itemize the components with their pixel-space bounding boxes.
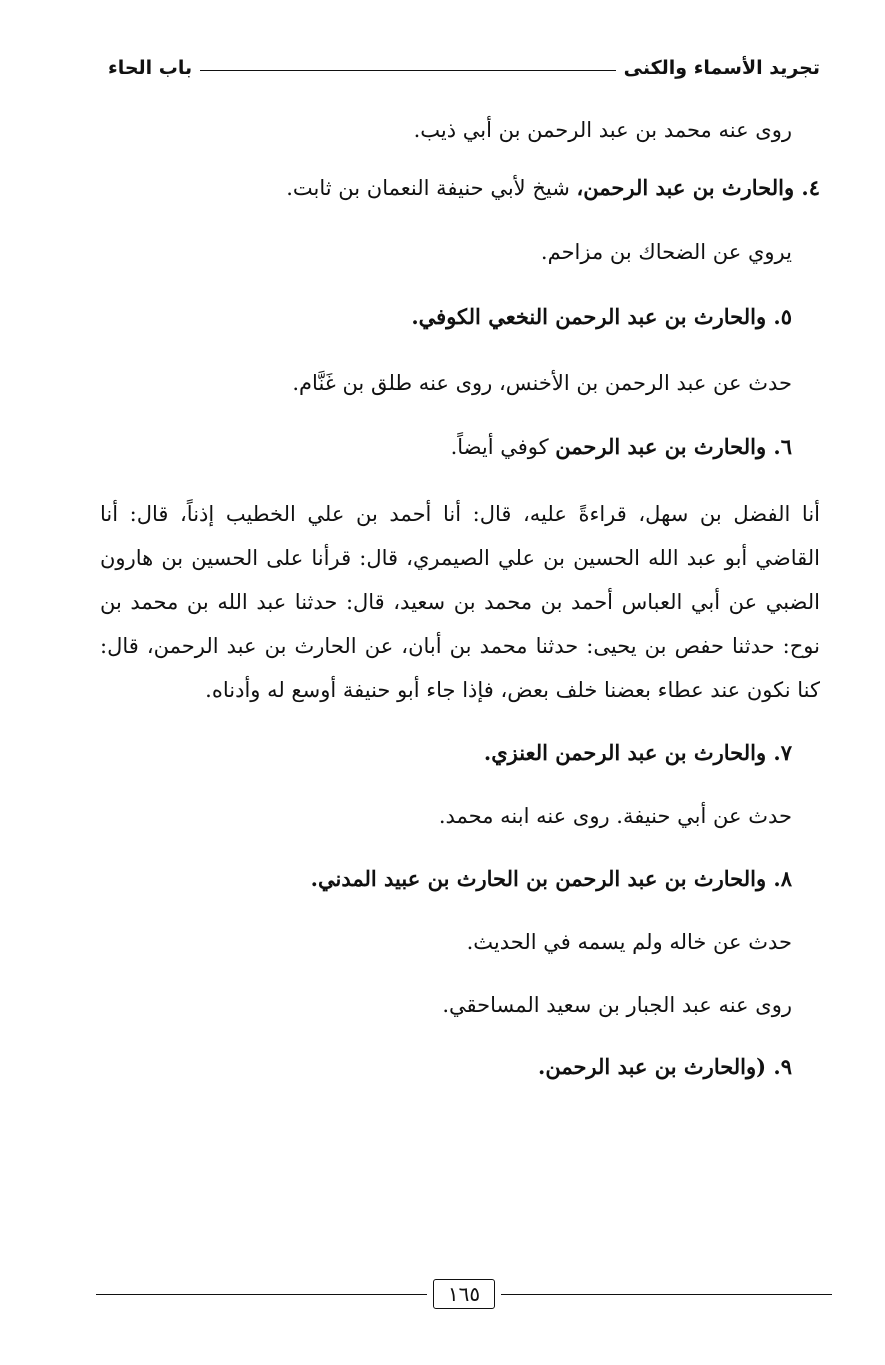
entry-9	[100, 1036, 820, 1098]
paragraph-5: حدث عن عبد الرحمن بن الأخنس، روى عنه طلق بن غَنَّام.	[292, 371, 792, 395]
footer-rule-right	[501, 1294, 832, 1295]
entry-4-rest: شيخ لأبي حنيفة النعمان بن ثابت.	[286, 176, 577, 200]
entry-6-rest: كوفي أيضاً.	[450, 435, 556, 459]
entry-6-heading: ٦. والحارث بن عبد الرحمن	[555, 434, 792, 459]
entry-7-heading: ٧. والحارث بن عبد الرحمن العنزي.	[483, 740, 792, 765]
entry-9-heading: ٩. (والحارث بن عبد الرحمن.	[538, 1054, 792, 1079]
paragraph-3: يروي عن الضحاك بن مزاحم.	[540, 240, 792, 264]
isnad-paragraph: أنا الفضل بن سهل، قراءةً عليه، قال: أنا أحمد بن علي الخطيب إذناً، قال: أنا القاضي أبو عبد الله الحسين بن علي الصيمري، قال: قرأنا على الحسين بن هارون الضبي عن أبي العباس أحمد بن محمد بن سعيد، قال: حدثنا عبد الله بن محمد بن نوح: حدثنا حفص بن يحيى: حدثنا محمد بن أبان، عن الحارث بن عبد الرحمن، قال: كنا نكون عند عطاء بعضنا خلف بعض، فإذا جاء أبو حنيفة أوسع له وأدناه.	[100, 502, 820, 702]
paragraph-11: حدث عن خاله ولم يسمه في الحديث.	[466, 930, 792, 954]
book-title: تجريد الأسماء والكنى	[623, 57, 820, 79]
entry-7	[100, 722, 820, 784]
header-rule	[200, 70, 615, 71]
footer-rule-left	[96, 1294, 427, 1295]
page-number: ١٦٥	[433, 1279, 495, 1309]
entry-6	[100, 416, 820, 478]
entry-4	[100, 156, 820, 220]
page-body	[100, 104, 820, 1098]
entry-5-heading: ٥. والحارث بن عبد الرحمن النخعي الكوفي.	[411, 304, 792, 329]
entry-8	[100, 848, 820, 910]
running-header	[108, 52, 820, 84]
entry-4-heading: ٤. والحارث بن عبد الرحمن،	[576, 175, 820, 200]
paragraph-12: روى عنه عبد الجبار بن سعيد المساحقي.	[442, 993, 792, 1017]
paragraph-1: روى عنه محمد بن عبد الرحمن بن أبي ذيب.	[413, 118, 792, 142]
chapter-title: باب الحاء	[108, 57, 193, 79]
paragraph-9: حدث عن أبي حنيفة. روى عنه ابنه محمد.	[438, 804, 792, 828]
entry-5	[100, 284, 820, 350]
page-footer	[96, 1274, 832, 1314]
entry-8-heading: ٨. والحارث بن عبد الرحمن بن الحارث بن عبيد المدني.	[310, 866, 792, 891]
